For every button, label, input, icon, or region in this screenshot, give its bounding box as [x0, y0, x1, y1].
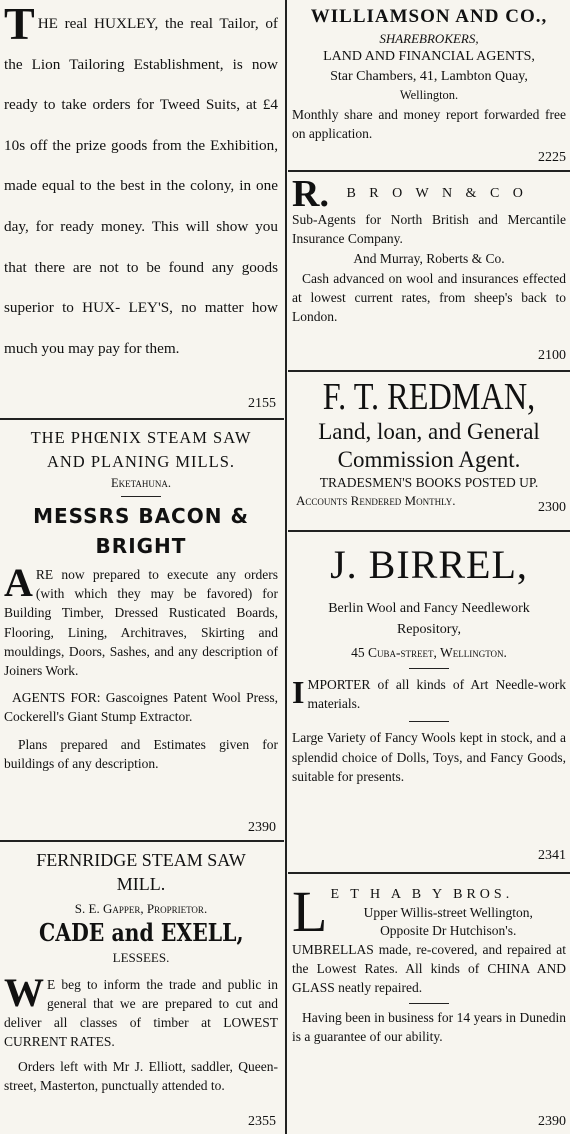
williamson-body: Monthly share and money report forwarded free on application.: [292, 107, 566, 141]
williamson-line3: Wellington.: [399, 88, 459, 102]
lethaby-header: [292, 879, 566, 944]
phoenix-location: Eketahuna.: [110, 476, 172, 490]
phoenix-key: 2390: [248, 820, 276, 835]
ad-fernridge: [0, 842, 284, 1134]
huxley-dropcap: T: [4, 0, 35, 49]
huxley-key: 2155: [248, 396, 276, 411]
divider: [409, 1003, 449, 1004]
huxley-text: [4, 0, 278, 369]
phoenix-body-text: RE now prepared to execute any orders (with which they may be favored) for Building Timber, Dressed Rusticated Boards, Flooring, Lining, Architraves, Skirting and mouldings, Doors, Sashes, and any description of Joiners Work.: [4, 567, 278, 679]
williamson-subtitle: SHAREBROKERS,: [379, 31, 479, 46]
ad-phoenix: [0, 420, 284, 842]
redman-line2: Commission Agent.: [337, 447, 521, 472]
divider: [409, 721, 449, 722]
ad-huxley: [0, 0, 284, 420]
birrel-importer: [292, 675, 566, 713]
phoenix-title-1: THE PHŒNIX STEAM SAW: [30, 428, 252, 447]
ad-lethaby: [288, 874, 570, 1134]
redman-line3: TRADESMEN'S BOOKS POSTED UP.: [319, 475, 539, 490]
ad-williamson: [288, 0, 570, 172]
phoenix-title-2: AND PLANING MILLS.: [46, 452, 236, 471]
phoenix-plans: Plans prepared and Estimates given for buildings of any description.: [4, 736, 278, 771]
phoenix-body: [4, 560, 278, 680]
redman-key: 2300: [538, 500, 566, 515]
ad-brown: [288, 172, 570, 372]
phoenix-dropcap: A: [4, 560, 33, 605]
birrel-title: J. BIRREL,: [330, 542, 528, 587]
fernridge-body-text: E beg to inform the trade and public in general that we are prepared to cut and deliver all classes of timber at LOWEST CURRENT RATES.: [4, 977, 278, 1049]
ad-redman: [288, 372, 570, 532]
lethaby-line2: Opposite Dr Hutchison's.: [380, 923, 517, 938]
redman-line1: Land, loan, and General: [318, 419, 540, 444]
fernridge-proprietor: S. E. Gapper, Proprietor.: [74, 901, 208, 916]
birrel-line2: 45 Cuba-street, Wellington.: [351, 645, 507, 660]
lethaby-name: E T H A B Y BROS.: [330, 887, 514, 902]
williamson-line2: Star Chambers, 41, Lambton Quay,: [330, 69, 528, 84]
lethaby-body: UMBRELLAS made, re-covered, and repaired at the Lowest Rates. All kinds of CHINA AND GLASS neatly repaired.: [292, 942, 566, 995]
fernridge-title-2: MILL.: [116, 874, 166, 894]
brown-body1: Sub-Agents for North British and Mercantile Insurance Company.: [292, 212, 566, 247]
fernridge-lessees-names: [4, 918, 278, 949]
birrel-body: Large Variety of Fancy Wools kept in stock, and a splendid choice of Dolls, Toys, and Fancy Goods, suitable for presents.: [292, 730, 566, 784]
birrel-importer-text: MPORTER of all kinds of Art Needle-work materials.: [307, 677, 566, 711]
williamson-key: 2225: [538, 150, 566, 165]
divider: [409, 668, 449, 669]
brown-body3: Cash advanced on wool and insurances effected at lowest current rates, from sheep's back to London.: [292, 271, 566, 325]
fernridge-lessees-names-text: CADE and EXELL,: [38, 918, 244, 947]
fernridge-key: 2355: [248, 1114, 276, 1129]
lethaby-dropcap: L: [292, 879, 328, 944]
redman-title: [292, 376, 566, 418]
brown-body2: And Murray, Roberts & Co.: [353, 251, 505, 267]
lethaby-key: 2390: [538, 1114, 566, 1129]
lethaby-body2: Having been in business for 14 years in Dunedin is a guarantee of our ability.: [292, 1010, 566, 1044]
williamson-title: WILLIAMSON AND CO.,: [310, 6, 548, 27]
fernridge-lessees: LESSEES.: [112, 950, 170, 965]
right-column: [288, 0, 570, 1134]
fernridge-body: [4, 970, 278, 1051]
huxley-body: HE real HUXLEY, the real Tailor, of the Lion Tailoring Establishment, is now ready to take orders for Tweed Suits, at £4 10s off the prize goods from the Exhibition, made equal to the best in the colony, in one day, for ready money. This will show you that there are not to be found any goods superior to HUX- LEY'S, no matter how much you may pay for them.: [4, 15, 278, 357]
birrel-line1: Berlin Wool and Fancy Needlework Repository,: [328, 601, 530, 637]
fernridge-orders: Orders left with Mr J. Elliott, saddler, Queen-street, Masterton, punctually attended to.: [4, 1059, 278, 1093]
birrel-key: 2341: [538, 848, 566, 863]
phoenix-firm: MESSRS BACON & BRIGHT: [33, 504, 249, 558]
redman-line4: Accounts Rendered Monthly.: [296, 493, 456, 508]
brown-key: 2100: [538, 348, 566, 363]
fernridge-title-1: FERNRIDGE STEAM SAW: [36, 850, 246, 870]
redman-title-text: F. T. REDMAN,: [322, 376, 536, 418]
fernridge-dropcap: W: [4, 970, 44, 1015]
ad-birrel: [288, 532, 570, 874]
brown-name: B R O W N & C O: [346, 186, 528, 201]
williamson-line1: LAND AND FINANCIAL AGENTS,: [323, 49, 535, 64]
divider: [121, 496, 161, 497]
phoenix-agents: AGENTS FOR: Gascoignes Patent Wool Press, Cockerell's Giant Stump Extractor.: [4, 690, 278, 725]
column-rule: [285, 0, 287, 1134]
birrel-dropcap: I: [292, 674, 305, 710]
brown-dropcap: R.: [292, 173, 329, 215]
left-column: [0, 0, 284, 1134]
lethaby-line1: Upper Willis-street Wellington,: [363, 905, 533, 920]
brown-header: [292, 173, 566, 215]
